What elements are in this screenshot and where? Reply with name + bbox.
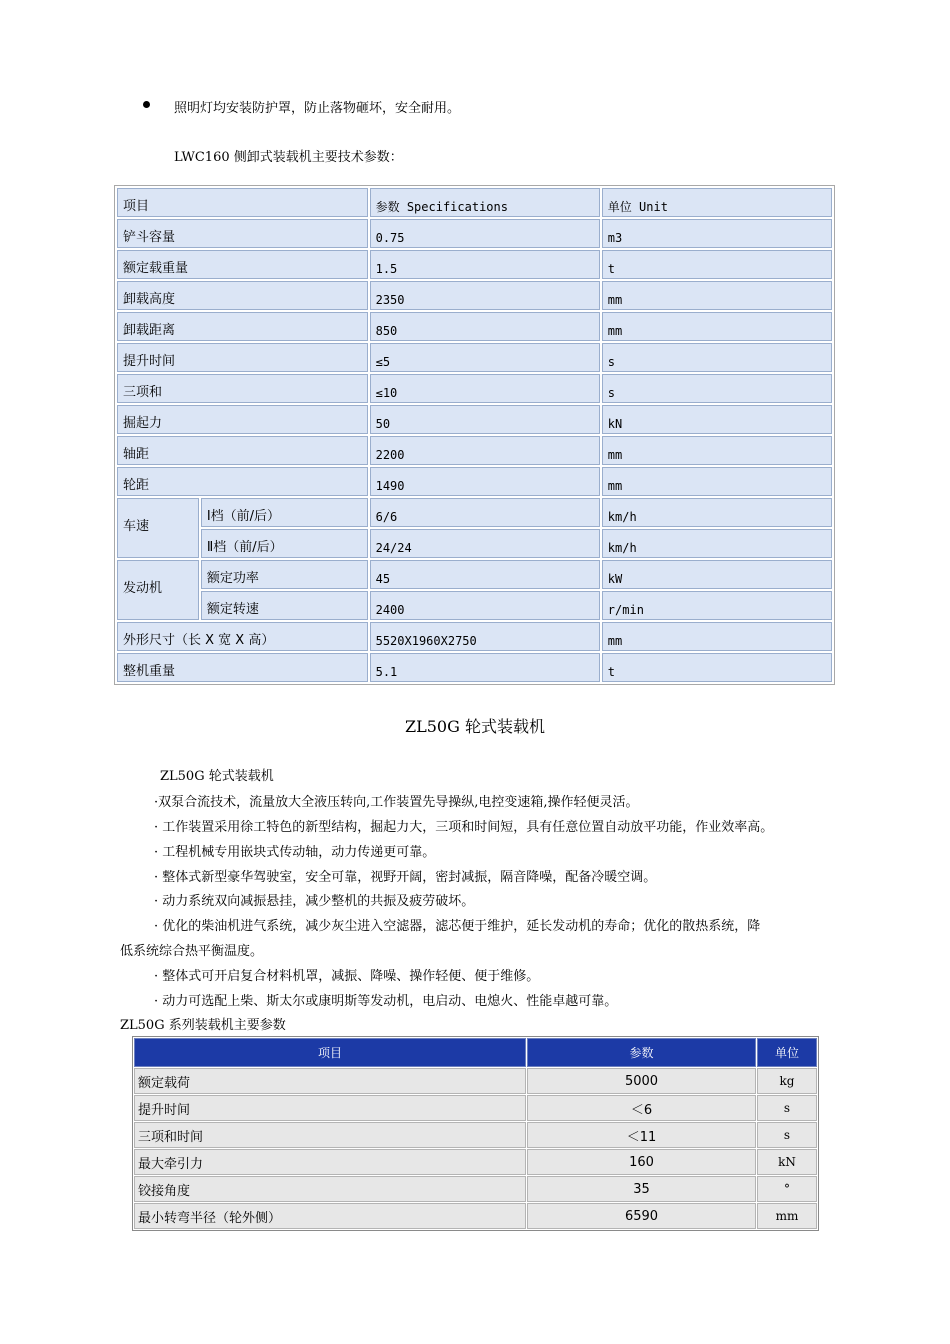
- table-row-engine-2: [117, 591, 832, 620]
- table-row: [117, 436, 832, 465]
- row-item: 铲斗容量: [117, 219, 368, 248]
- header-unit: 单位 Unit: [602, 188, 832, 217]
- row-item: 提升时间: [134, 1095, 526, 1121]
- row-unit: mm: [602, 312, 832, 341]
- row-item: 三项和时间: [134, 1122, 526, 1148]
- row-value: 2350: [370, 281, 600, 310]
- row-subitem: 额定功率: [201, 560, 368, 589]
- row-unit: t: [602, 250, 832, 279]
- table-row: [134, 1149, 817, 1175]
- row-value: 1490: [370, 467, 600, 496]
- spec-table-caption: LWC160 侧卸式装载机主要技术参数：: [174, 150, 403, 165]
- table-row: [117, 343, 832, 372]
- bullet-dot-icon: [143, 101, 150, 108]
- row-unit: °: [757, 1176, 817, 1202]
- header-unit: 单位: [757, 1038, 817, 1067]
- feature-item: · 动力可选配上柴、斯太尔或康明斯等发动机，电启动、电熄火、性能卓越可靠。: [154, 994, 618, 1009]
- table-row-engine-1: [117, 560, 832, 589]
- row-unit: kW: [602, 560, 832, 589]
- engine-group-label: 发动机: [117, 560, 199, 620]
- feature-item-continuation: 低系统综合热平衡温度。: [120, 944, 264, 959]
- row-item: 提升时间: [117, 343, 368, 372]
- table-row: [117, 281, 832, 310]
- row-value: ＜6: [527, 1095, 756, 1121]
- row-item: 卸载距离: [117, 312, 368, 341]
- table-row: [117, 374, 832, 403]
- table-row-speed-2: [117, 529, 832, 558]
- feature-item: · 优化的柴油机进气系统，减少灰尘进入空滤器，滤芯便于维护，延长发动机的寿命；优化的散热系统，降: [154, 919, 761, 934]
- table-row: [117, 467, 832, 496]
- table-row: [117, 219, 832, 248]
- row-subitem: Ⅱ档（前/后）: [201, 529, 368, 558]
- row-value: ≤5: [370, 343, 600, 372]
- feature-item: ·双泵合流技术，流量放大全液压转向,工作装置先导操纵,电控变速箱,操作轻便灵活。: [154, 795, 639, 810]
- row-unit: mm: [602, 467, 832, 496]
- header-item: 项目: [117, 188, 368, 217]
- row-subitem: Ⅰ档（前/后）: [201, 498, 368, 527]
- row-value: 850: [370, 312, 600, 341]
- row-item: 外形尺寸（长 X 宽 X 高）: [117, 622, 368, 651]
- row-item: 三项和: [117, 374, 368, 403]
- row-unit: t: [602, 653, 832, 682]
- row-item: 最大牵引力: [134, 1149, 526, 1175]
- row-item: 轴距: [117, 436, 368, 465]
- row-unit: kN: [602, 405, 832, 434]
- row-item: 掘起力: [117, 405, 368, 434]
- row-item: 额定载重量: [117, 250, 368, 279]
- row-unit: s: [757, 1122, 817, 1148]
- table-header-row: [134, 1038, 817, 1067]
- row-value: 6590: [527, 1203, 756, 1229]
- row-value: 5.1: [370, 653, 600, 682]
- table-row: [134, 1095, 817, 1121]
- row-value: 50: [370, 405, 600, 434]
- table-row-speed-1: [117, 498, 832, 527]
- feature-item: · 整体式可开启复合材料机罩，减振、降噪、操作轻便、便于维修。: [154, 969, 540, 984]
- row-unit: mm: [602, 281, 832, 310]
- zl50g-section-heading: ZL50G 轮式装载机: [405, 717, 545, 736]
- row-unit: km/h: [602, 498, 832, 527]
- feature-item: · 动力系统双向减振悬挂，减少整机的共振及疲劳破坏。: [154, 894, 475, 909]
- row-item: 最小转弯半径（轮外侧）: [134, 1203, 526, 1229]
- row-value: 2400: [370, 591, 600, 620]
- row-value: 2200: [370, 436, 600, 465]
- table-row: [134, 1176, 817, 1202]
- row-item: 铰接角度: [134, 1176, 526, 1202]
- row-value: 0.75: [370, 219, 600, 248]
- table-row: [117, 250, 832, 279]
- row-unit: s: [602, 374, 832, 403]
- table-row: [117, 312, 832, 341]
- table-header-row: [117, 188, 832, 217]
- row-item: 整机重量: [117, 653, 368, 682]
- row-value: 160: [527, 1149, 756, 1175]
- row-unit: s: [602, 343, 832, 372]
- row-value: ＜11: [527, 1122, 756, 1148]
- table-row: [134, 1122, 817, 1148]
- row-unit: kN: [757, 1149, 817, 1175]
- feature-item: · 工程机械专用嵌块式传动轴，动力传递更可靠。: [154, 845, 436, 860]
- row-value: 6/6: [370, 498, 600, 527]
- row-unit: s: [757, 1095, 817, 1121]
- row-value: 24/24: [370, 529, 600, 558]
- row-value: 45: [370, 560, 600, 589]
- header-value: 参数: [527, 1038, 756, 1067]
- row-unit: mm: [602, 622, 832, 651]
- header-specifications: 参数 Specifications: [370, 188, 600, 217]
- row-value: 1.5: [370, 250, 600, 279]
- row-value: ≤10: [370, 374, 600, 403]
- feature-item: · 整体式新型豪华驾驶室，安全可靠，视野开阔，密封减振，隔音降噪，配备冷暖空调。: [154, 870, 657, 885]
- row-unit: km/h: [602, 529, 832, 558]
- table-row: [134, 1068, 817, 1094]
- row-subitem: 额定转速: [201, 591, 368, 620]
- row-unit: mm: [757, 1203, 817, 1229]
- row-unit: r/min: [602, 591, 832, 620]
- row-value: 35: [527, 1176, 756, 1202]
- lwc160-spec-table: [114, 185, 835, 685]
- row-value: 5000: [527, 1068, 756, 1094]
- table-row: [117, 653, 832, 682]
- table-row: [134, 1203, 817, 1229]
- feature-item: · 工作装置采用徐工特色的新型结构，掘起力大，三项和时间短，具有任意位置自动放平功能，作业效率高。: [154, 820, 774, 835]
- row-unit: mm: [602, 436, 832, 465]
- header-item: 项目: [134, 1038, 526, 1067]
- zl50g-subtitle: ZL50G 轮式装载机: [160, 769, 274, 784]
- row-item: 额定载荷: [134, 1068, 526, 1094]
- zl50g-table-caption: ZL50G 系列装载机主要参数: [120, 1018, 286, 1033]
- speed-group-label: 车速: [117, 498, 199, 558]
- table-row: [117, 622, 832, 651]
- table-row: [117, 405, 832, 434]
- row-item: 轮距: [117, 467, 368, 496]
- bullet-text: 照明灯均安装防护罩，防止落物砸坏，安全耐用。: [174, 101, 461, 116]
- row-item: 卸载高度: [117, 281, 368, 310]
- row-value: 5520X1960X2750: [370, 622, 600, 651]
- row-unit: kg: [757, 1068, 817, 1094]
- zl50g-spec-table: [132, 1036, 819, 1231]
- row-unit: m3: [602, 219, 832, 248]
